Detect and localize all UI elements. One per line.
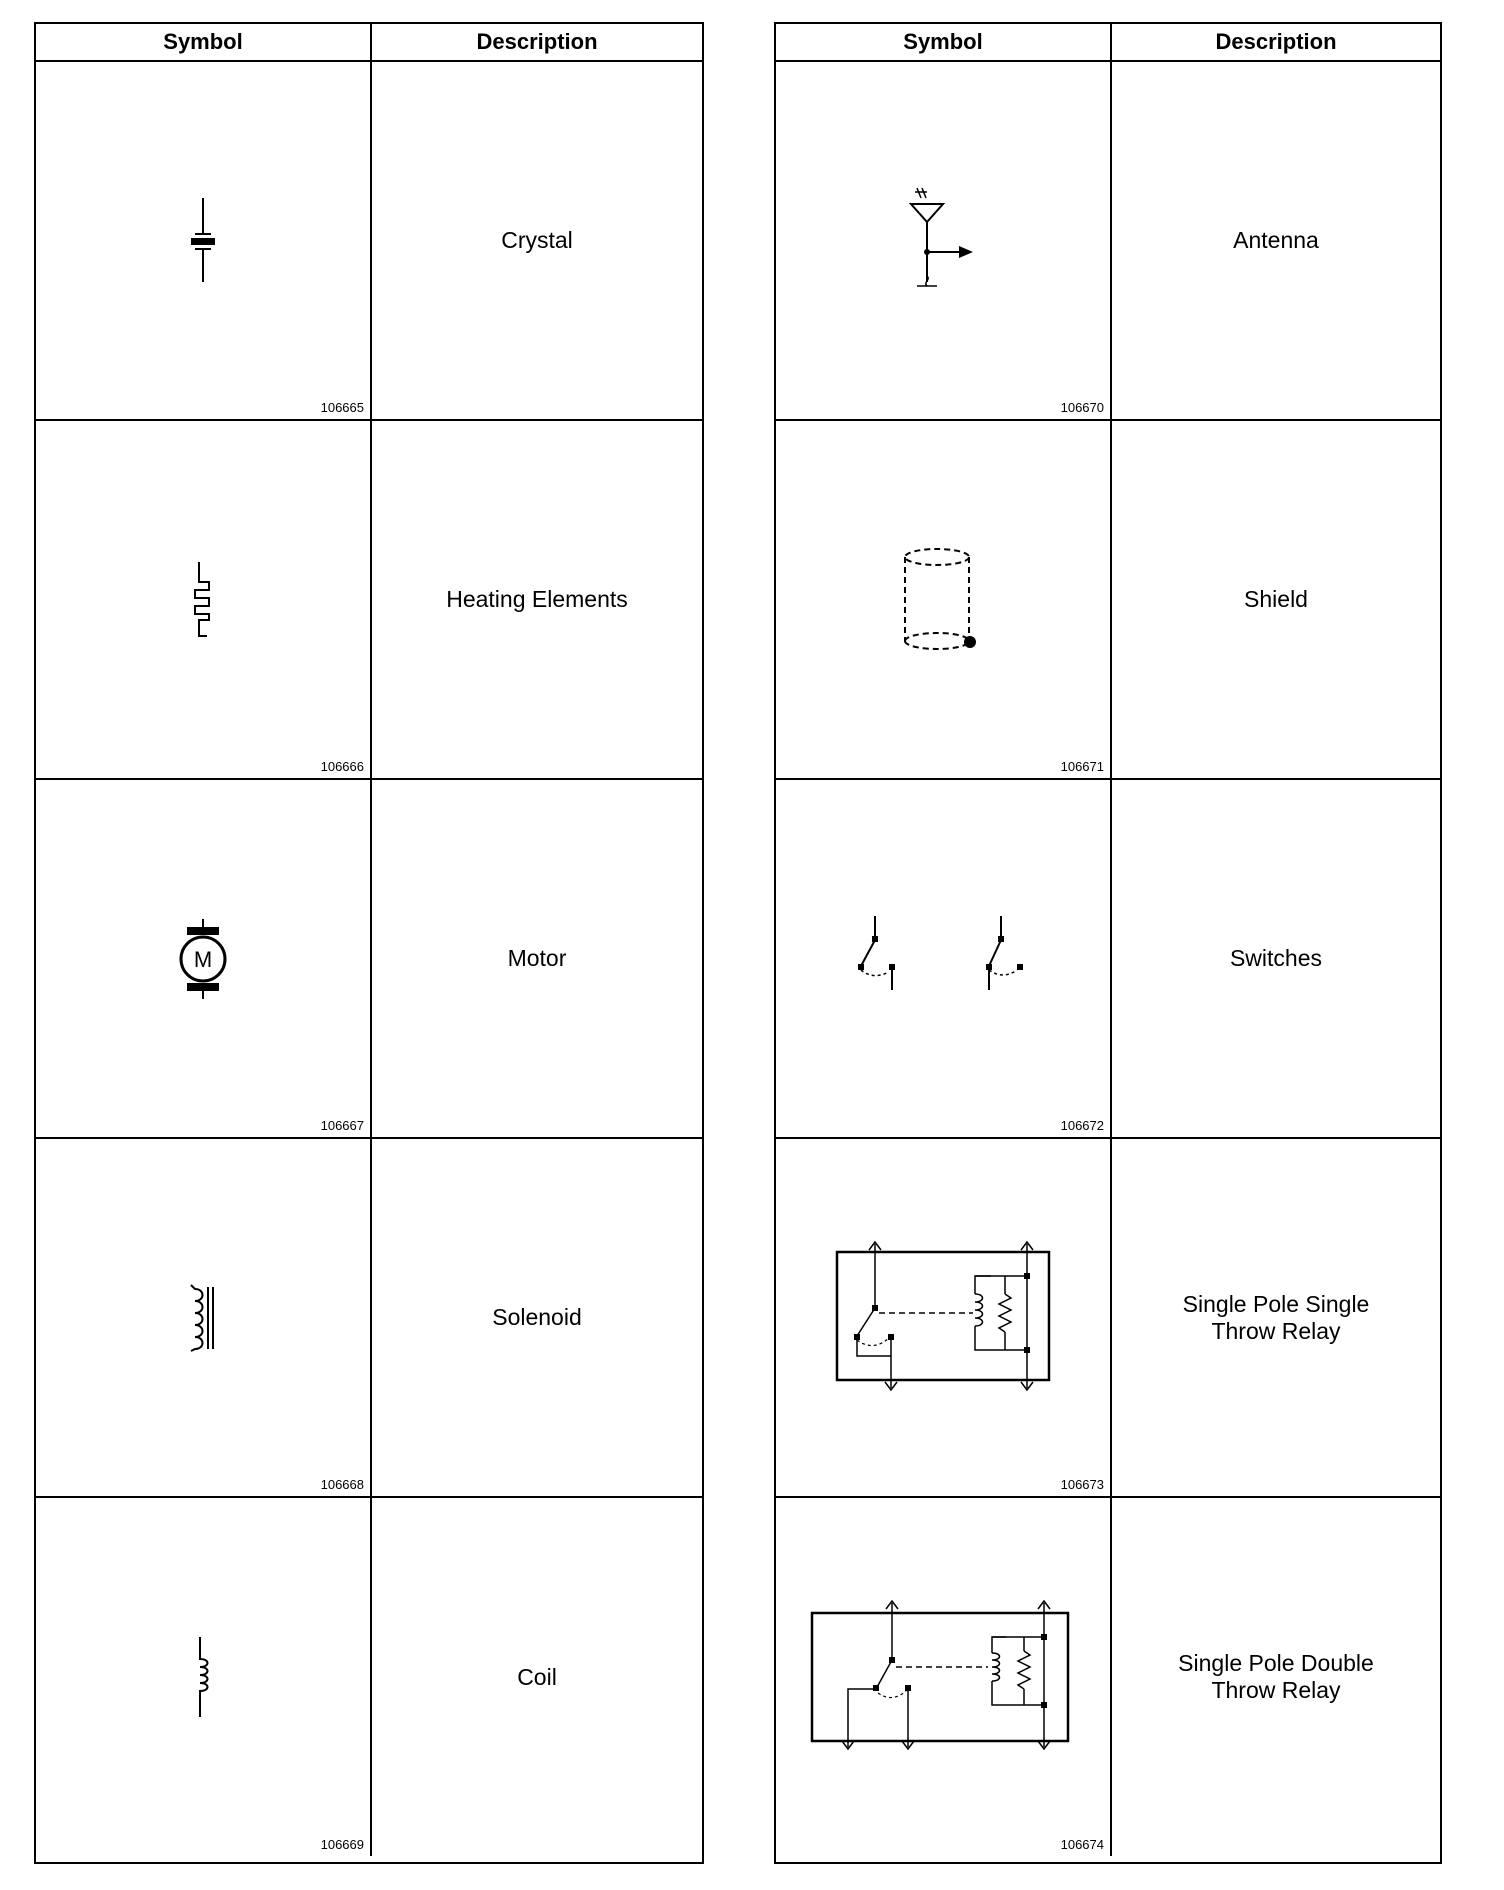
figure-number: 106673	[1060, 1477, 1104, 1492]
symbol-cell	[36, 1139, 372, 1496]
spst-relay-icon	[833, 1238, 1053, 1398]
table-row-solenoid	[36, 1139, 702, 1498]
table-row-spdt-relay	[776, 1498, 1440, 1856]
table-row-heating-elements	[36, 421, 702, 780]
description-cell: Crystal	[501, 227, 573, 253]
symbol-column-header: Symbol	[776, 24, 1112, 60]
description-column-header: Description	[476, 29, 598, 54]
figure-number: 106670	[1060, 400, 1104, 415]
coil-icon	[188, 1637, 218, 1717]
crystal-icon	[183, 196, 223, 286]
motor-icon	[173, 919, 233, 999]
figure-number: 106669	[320, 1837, 364, 1852]
figure-number: 106672	[1060, 1118, 1104, 1133]
figure-number: 106667	[320, 1118, 364, 1133]
solenoid-icon	[183, 1283, 223, 1353]
heating-element-icon	[183, 560, 223, 640]
motor-letter: M	[193, 946, 213, 972]
description-cell: Shield	[1244, 586, 1308, 612]
table-header	[36, 24, 702, 62]
figure-number: 106674	[1060, 1837, 1104, 1852]
figure-number: 106666	[320, 759, 364, 774]
description-cell: Antenna	[1233, 227, 1319, 253]
figure-number: 106668	[320, 1477, 364, 1492]
table-row-crystal	[36, 62, 702, 421]
description-cell: Coil	[517, 1663, 557, 1690]
table-header	[776, 24, 1440, 62]
table-row-shield	[776, 421, 1440, 780]
symbol-cell	[776, 421, 1112, 778]
table-row-motor	[36, 780, 702, 1139]
symbol-cell	[36, 62, 372, 419]
description-column-header: Description	[1215, 29, 1337, 54]
description-cell: Switches	[1229, 945, 1323, 971]
antenna-icon	[903, 186, 983, 296]
symbol-cell	[776, 780, 1112, 1137]
switches-icon	[853, 914, 1033, 1004]
description-cell: Single Pole Single Throw Relay	[1182, 1290, 1370, 1344]
symbol-column-header: Symbol	[36, 24, 372, 60]
description-cell: Solenoid	[492, 1304, 582, 1330]
symbol-cell	[36, 1498, 372, 1856]
symbol-cell	[776, 1139, 1112, 1496]
figure-number: 106671	[1060, 759, 1104, 774]
symbol-table-left	[34, 22, 704, 1864]
symbol-table-right	[774, 22, 1442, 1864]
figure-number: 106665	[320, 400, 364, 415]
table-row-coil	[36, 1498, 702, 1856]
description-cell: Single Pole Double Throw Relay	[1178, 1650, 1374, 1703]
description-cell: Heating Elements	[446, 586, 628, 612]
shield-icon	[903, 545, 983, 655]
table-row-switches	[776, 780, 1440, 1139]
symbol-cell	[36, 421, 372, 778]
symbol-cell	[776, 62, 1112, 419]
symbol-cell	[776, 1498, 1112, 1856]
table-row-spst-relay	[776, 1139, 1440, 1498]
table-row-antenna	[776, 62, 1440, 421]
symbol-cell	[36, 780, 372, 1137]
description-cell: Motor	[507, 945, 567, 971]
spdt-relay-icon	[808, 1597, 1078, 1757]
